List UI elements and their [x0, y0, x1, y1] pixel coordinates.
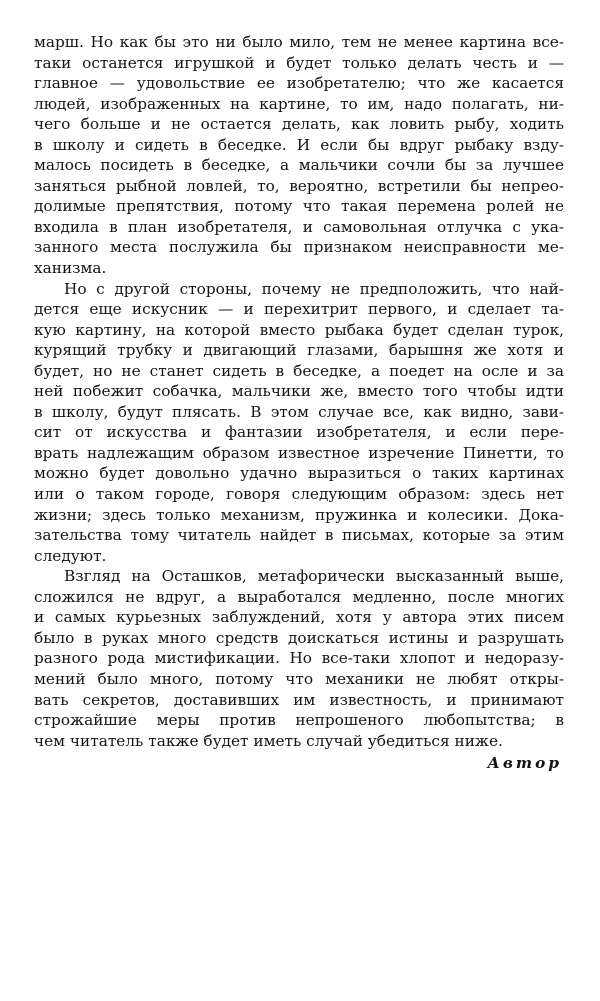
text-line: ханизма. — [34, 259, 107, 278]
text-line: или о таком городе, говоря следующим образом: здесь нет — [34, 485, 564, 504]
text-line: дется еще искусник — и перехитрит первого, и сделает та- — [34, 300, 564, 319]
text-line: сит от искусства и фантазии изобретателя, и если пере- — [34, 423, 564, 442]
author-signature: Автор — [487, 754, 562, 773]
text-line: в школу и сидеть в беседке. И если бы вдруг рыбаку взду- — [34, 135, 564, 154]
text-line: и самых курьезных заблуждений, хотя у автора этих писем — [34, 608, 564, 627]
text-line: чего больше и не остается делать, как ловить рыбу, ходить — [34, 115, 564, 134]
text-line: долимые препятствия, потому что такая перемена ролей не — [34, 197, 564, 216]
text-line: разного рода мистификации. Но все-таки хлопот и недоразу- — [34, 649, 564, 668]
text-line: таки останется игрушкой и будет только делать честь и — — [34, 53, 564, 72]
text-line: вать секретов, доставивших им известность, и принимают — [34, 690, 564, 709]
text-line: чем читатель также будет иметь случай убедиться ниже. — [34, 731, 503, 750]
text-line: сложился не вдруг, а выработался медленно, после многих — [34, 587, 564, 606]
text-line: мений было много, потому что механики не любят откры- — [34, 669, 564, 688]
paragraph — [34, 566, 564, 751]
text-line: в школу, будут плясать. В этом случае все, как видно, зави- — [34, 402, 564, 421]
text-line: марш. Но как бы это ни было мило, тем не менее картина все- — [34, 33, 564, 51]
text-line: следуют. — [34, 546, 107, 565]
text-line: строжайшие меры против непрошеного любопытства; в — [34, 711, 564, 730]
body-text — [34, 32, 564, 751]
text-line: курящий трубку и двигающий глазами, барышня же хотя и — [34, 341, 564, 360]
text-line: главное — удовольствие ее изобретателю; что же касается — [34, 74, 564, 93]
paragraph — [34, 32, 564, 279]
text-line: занного места послужила бы признаком неисправности ме- — [34, 238, 564, 257]
page-text — [34, 32, 564, 774]
text-line: людей, изображенных на картине, то им, надо полагать, ни- — [34, 94, 564, 113]
text-line: входила в план изобретателя, и самовольная отлучка с ука- — [34, 217, 564, 236]
text-line: ней побежит собачка, мальчики же, вместо того чтобы идти — [34, 382, 564, 401]
paragraph — [34, 279, 564, 567]
text-line: можно будет довольно удачно выразиться о таких картинах — [34, 464, 564, 483]
text-line: жизни; здесь только механизм, пружинка и колесики. Дока- — [34, 505, 564, 524]
text-line: Но с другой стороны, почему не предположить, что най- — [64, 279, 564, 298]
text-line: будет, но не станет сидеть в беседке, а поедет на осле и за — [34, 361, 564, 380]
text-line: было в руках много средств доискаться истины и разрушать — [34, 628, 564, 647]
text-line: врать надлежащим образом известное изречение Пинетти, то — [34, 443, 564, 462]
text-line: малось посидеть в беседке, а мальчики сочли бы за лучшее — [34, 156, 564, 175]
text-line: заняться рыбной ловлей, то, вероятно, встретили бы непрео- — [34, 176, 564, 195]
text-line: Взгляд на Осташков, метафорически высказанный выше, — [64, 567, 564, 586]
text-line: кую картину, на которой вместо рыбака будет сделан турок, — [34, 320, 564, 339]
text-line: зательства тому читатель найдет в письмах, которые за этим — [34, 526, 564, 545]
